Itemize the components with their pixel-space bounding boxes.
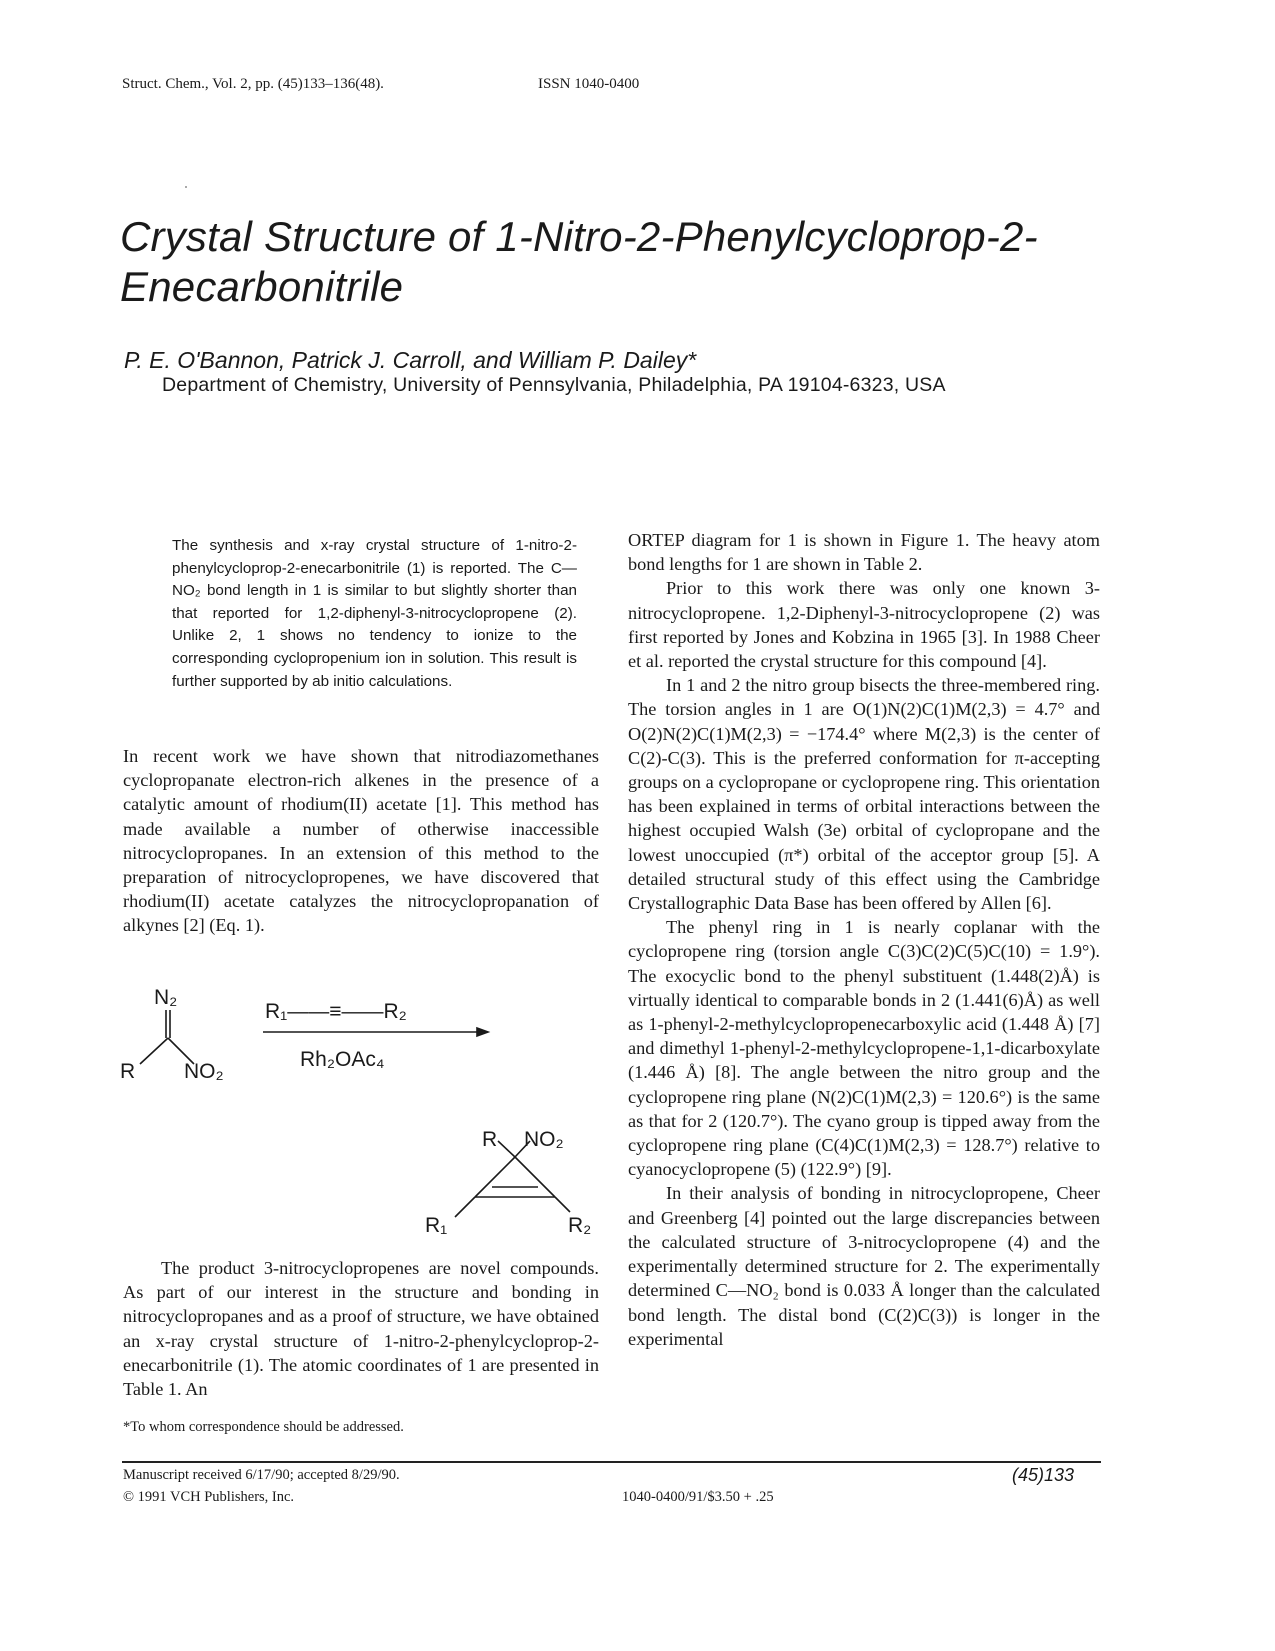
price-code: 1040-0400/91/$3.50 + .25 [622, 1489, 774, 1505]
label-catalyst: Rh₂OAc₄ [300, 1048, 385, 1071]
paragraph-ortep: ORTEP diagram for 1 is shown in Figure 1. The heavy atom bond lengths for 1 are shown in Table 2. [628, 530, 1100, 575]
affiliation: Department of Chemistry, University of Pennsylvania, Philadelphia, PA 19104-6323, USA [162, 374, 946, 396]
label-no2: NO₂ [184, 1060, 224, 1083]
paragraph-phenyl-ring: The phenyl ring in 1 is nearly coplanar with the cyclopropene ring (torsion angle C(3)C(2)C(5)C(10) = 1.9°). The exocyclic bond to the phenyl substituent (1.448(2)Å) is virtually identical to comparable bonds in 2 (1.441(6)Å) as well as 1-phenyl-2-methylcyclopropenecarboxylic acid (1.448 Å) [7] and dimethyl 1-phenyl-2-methylcyclopropene-1,1-dicarboxylate (1.446 Å) [8]. The angle between the nitro group and the cyclopropene ring plane (N(2)C(1)M(2,3) = 120.6°) is the same as that for 2 (120.7°). The cyano group is tipped away from the cyclopropene ring plane (C(4)C(1)M(2,3) = 128.7°) relative to cyanocyclopropene (5) (122.9°) [9]. [628, 917, 1100, 1180]
manuscript-dates: Manuscript received 6/17/90; accepted 8/29/90. [123, 1467, 400, 1483]
label-product-r2: R₂ [568, 1214, 592, 1237]
publisher-copyright: © 1991 VCH Publishers, Inc. [123, 1489, 295, 1505]
label-product-r: R [482, 1128, 498, 1151]
left-column-bottom [123, 1256, 599, 1401]
bond-to-r-product [498, 1141, 515, 1157]
speck [185, 186, 187, 188]
label-product-no2: NO₂ [524, 1128, 564, 1151]
footer-rule [122, 1461, 1101, 1463]
label-n2: N₂ [154, 986, 178, 1009]
reaction-diagram [110, 980, 610, 1240]
article-title: Crystal Structure of 1-Nitro-2-Phenylcycloprop-2-Enecarbonitrile [120, 213, 1038, 310]
bond-to-r2-product [555, 1197, 570, 1212]
reaction-scheme [110, 980, 610, 1245]
bond-to-r1-product [455, 1197, 475, 1217]
author-list: P. E. O'Bannon, Patrick J. Carroll, and William P. Dailey* [124, 347, 697, 373]
paragraph-prior-work: Prior to this work there was only one known 3-nitrocyclopropene. 1,2-Diphenyl-3-nitrocyclopropene (2) was first reported by Jones and Kobzina in 1965 [3]. In 1988 Cheer et al. reported the crystal structure for this compound [4]. [628, 578, 1100, 672]
abstract [172, 535, 577, 693]
journal-header: Struct. Chem., Vol. 2, pp. (45)133–136(48). [122, 76, 384, 92]
abstract-text: The synthesis and x-ray crystal structure of 1-nitro-2-phenylcycloprop-2-enecarbonitrile (1) is reported. The C—NO₂ bond length in 1 is similar to but slightly shorter than that reported for 1,2-diphenyl-3-nitrocyclopropene (2). Unlike 2, 1 shows no tendency to ionize to the corresponding cyclopropenium ion in solution. This result is further supported by ab initio calculations. [172, 537, 577, 690]
label-product-r1: R₁ [425, 1214, 448, 1237]
label-alkyne: R₁——≡——R₂ [265, 1000, 407, 1023]
paragraph-nitro-group: In 1 and 2 the nitro group bisects the three-membered ring. The torsion angles in 1 are O(1)N(2)C(1)M(2,3) = 4.7° and O(2)N(2)C(1)M(2,3) = −174.4° where M(2,3) is the center of C(2)-C(3). This is the preferred conformation for π-accepting groups on a cyclopropane or cyclopropene ring. This orientation has been explained in terms of orbital interactions between the highest occupied Walsh (3e) orbital of cyclopropane and the lowest unoccupied (π*) orbital of the acceptor group [5]. A detailed structural study of this effect using the Cambridge Crystallographic Data Base has been offered by Allen [6]. [628, 675, 1100, 914]
ring-bond-right [515, 1157, 555, 1197]
paragraph-intro: In recent work we have shown that nitrodiazomethanes cyclopropanate electron-rich alkenes in the presence of a catalytic amount of rhodium(II) acetate [1]. This method has made available a number of otherwise inaccessible nitrocyclopropanes. In an extension of this method to the preparation of nitrocyclopropenes, we have discovered that rhodium(II) acetate catalyzes the nitrocyclopropanation of alkynes [2] (Eq. 1). [123, 746, 599, 936]
label-r: R [120, 1060, 136, 1083]
reaction-arrow-head [477, 1028, 488, 1036]
paragraph-products: The product 3-nitrocyclopropenes are novel compounds. As part of our interest in the structure and bonding in nitrocyclopropanes and as a proof of structure, we have obtained an x-ray crystal structure of 1-nitro-2-phenylcycloprop-2-enecarbonitrile (1). The atomic coordinates of 1 are presented in Table 1. An [123, 1258, 599, 1400]
paragraph-bonding: In their analysis of bonding in nitrocyclopropene, Cheer and Greenberg [4] pointed out the large discrepancies between the calculated structure of 3-nitrocyclopropene (4) and the experimentally determined structure for 2. The experimentally determined C—NO₂ bond is 0.033 Å longer than the calculated bond length. The distal bond (C(2)C(3)) is longer in the experimental [628, 1183, 1100, 1349]
ring-bond-left [475, 1157, 515, 1197]
right-column [628, 528, 1100, 1351]
page-number: (45)133 [1012, 1465, 1075, 1485]
bond-to-r [140, 1038, 168, 1064]
left-column-top [123, 744, 599, 938]
issn-header: ISSN 1040-0400 [538, 76, 640, 92]
correspondence-footnote: *To whom correspondence should be addressed. [123, 1419, 404, 1435]
